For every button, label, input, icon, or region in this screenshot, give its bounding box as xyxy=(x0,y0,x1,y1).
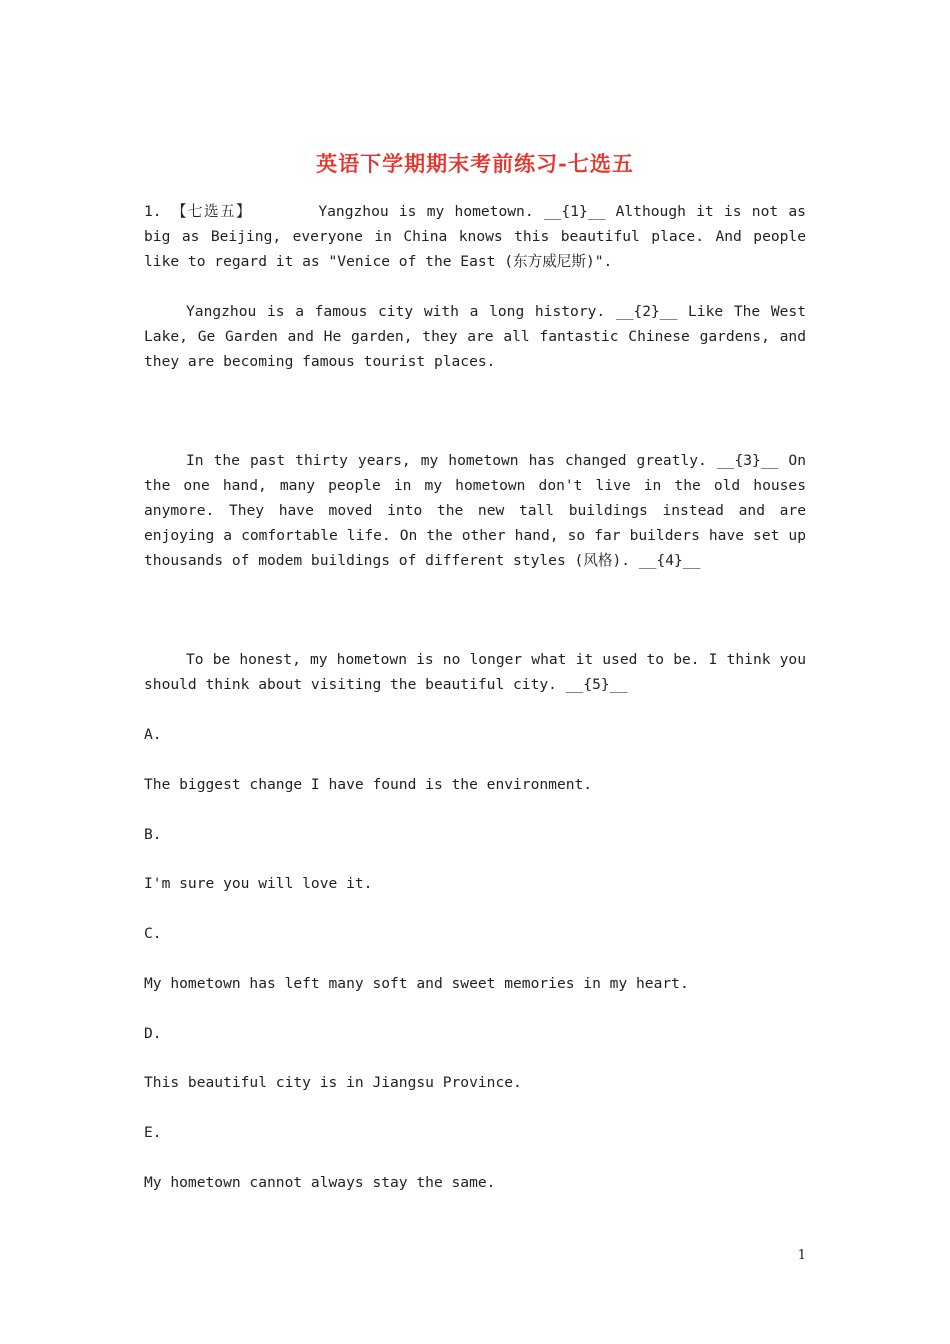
paragraph-2: Yangzhou is a famous city with a long history. __{2}__ Like The West Lake, Ge Garden and He garden, they are all fantastic Chinese gardens, and they are becoming famous tourist places. xyxy=(144,303,806,370)
option-a-letter: A. xyxy=(144,726,162,743)
option-c-text: My hometown has left many soft and sweet memories in my heart. xyxy=(144,975,689,992)
question-number: 1. xyxy=(144,203,162,220)
document-title: 英语下学期期末考前练习-七选五 xyxy=(316,151,634,176)
paragraph-1-text: Yangzhou is my hometown. __{1}__ Although it is not as big as Beijing, everyone in China knows this beautiful place. And people like to regard it as "Venice of the East (东方威尼斯)". xyxy=(144,203,806,270)
question-tag: 【七选五】 xyxy=(171,203,253,220)
option-b-letter: B. xyxy=(144,826,162,843)
option-e-letter: E. xyxy=(144,1124,162,1141)
option-b-text: I'm sure you will love it. xyxy=(144,875,373,892)
paragraph-3: In the past thirty years, my hometown has changed greatly. __{3}__ On the one hand, many people in my hometown don't live in the old houses anymore. They have moved into the new tall buildings instead and are enjoying a comfortable life. On the other hand, so far builders have set up thousands of modem buildings of different styles (风格). __{4}__ xyxy=(144,452,806,569)
paragraph-4: To be honest, my hometown is no longer what it used to be. I think you should think about visiting the beautiful city. __{5}__ xyxy=(144,651,806,693)
option-d-text: This beautiful city is in Jiangsu Province. xyxy=(144,1074,522,1091)
paragraph-1 xyxy=(144,199,806,274)
option-c-letter: C. xyxy=(144,925,162,942)
option-a-text: The biggest change I have found is the environment. xyxy=(144,776,593,793)
option-d-letter: D. xyxy=(144,1025,162,1042)
page-number: 1 xyxy=(797,1248,806,1263)
option-e-text: My hometown cannot always stay the same. xyxy=(144,1174,496,1191)
